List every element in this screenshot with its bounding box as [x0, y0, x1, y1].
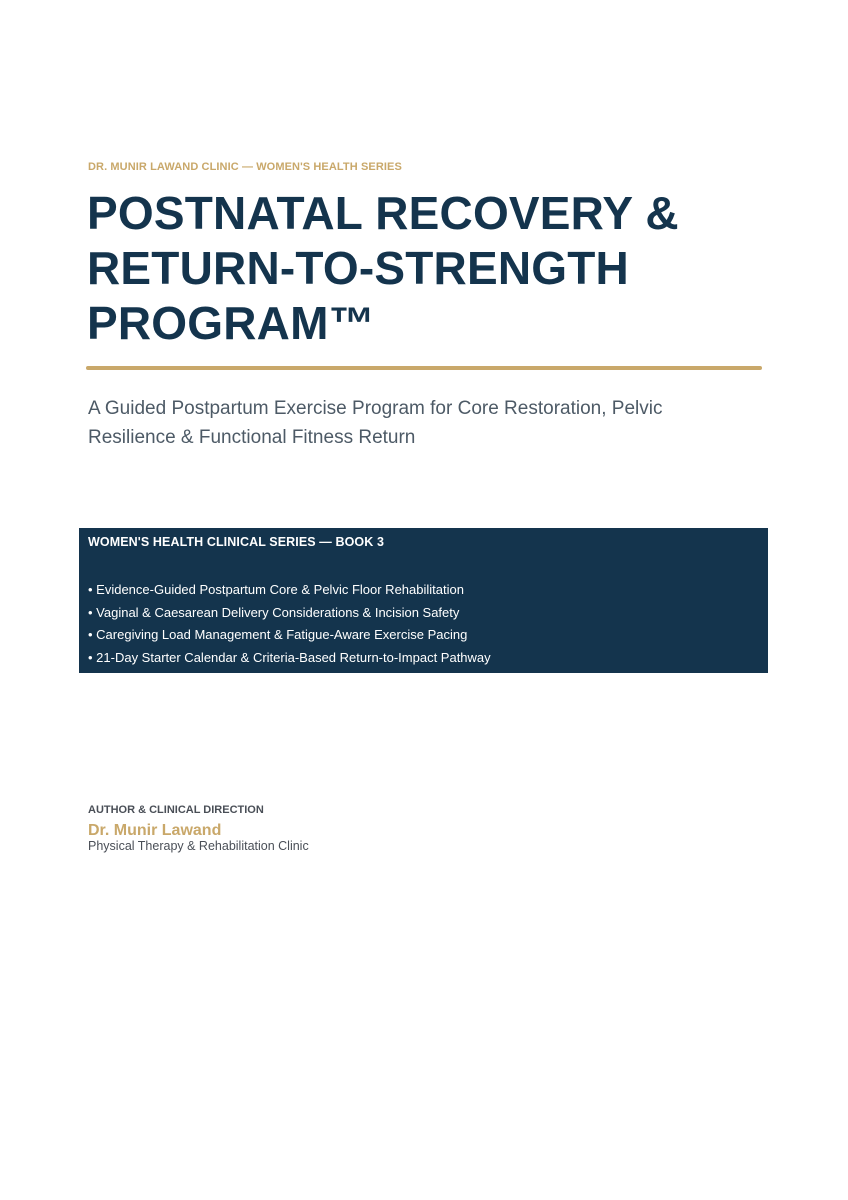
- list-item: • Evidence-Guided Postpartum Core & Pelvic Floor Rehabilitation: [88, 582, 464, 597]
- document-subtitle: [88, 394, 748, 452]
- title-line: POSTNATAL RECOVERY &: [87, 187, 679, 239]
- subtitle-line: A Guided Postpartum Exercise Program for Core Restoration, Pelvic: [88, 398, 663, 419]
- subtitle-line: Resilience & Functional Fitness Return: [88, 427, 416, 448]
- series-panel-heading: WOMEN'S HEALTH CLINICAL SERIES — BOOK 3: [88, 535, 385, 549]
- series-feature-list: [88, 579, 491, 669]
- author-label: AUTHOR & CLINICAL DIRECTION: [88, 804, 264, 816]
- series-eyebrow: DR. MUNIR LAWAND CLINIC — WOMEN'S HEALTH SERIES: [88, 161, 402, 173]
- gold-divider: [86, 366, 762, 370]
- list-item: • Caregiving Load Management & Fatigue-Aware Exercise Pacing: [88, 627, 468, 643]
- series-info-panel: [79, 528, 768, 673]
- list-item: • Vaginal & Caesarean Delivery Considerations & Incision Safety: [88, 604, 460, 620]
- author-name: Dr. Munir Lawand: [88, 822, 222, 839]
- title-line: PROGRAM™: [87, 297, 375, 349]
- list-item: • 21-Day Starter Calendar & Criteria-Based Return-to-Impact Pathway: [88, 649, 491, 665]
- title-line: RETURN-TO-STRENGTH: [87, 242, 629, 294]
- document-title: [87, 186, 767, 351]
- author-organization: Physical Therapy & Rehabilitation Clinic: [88, 839, 309, 853]
